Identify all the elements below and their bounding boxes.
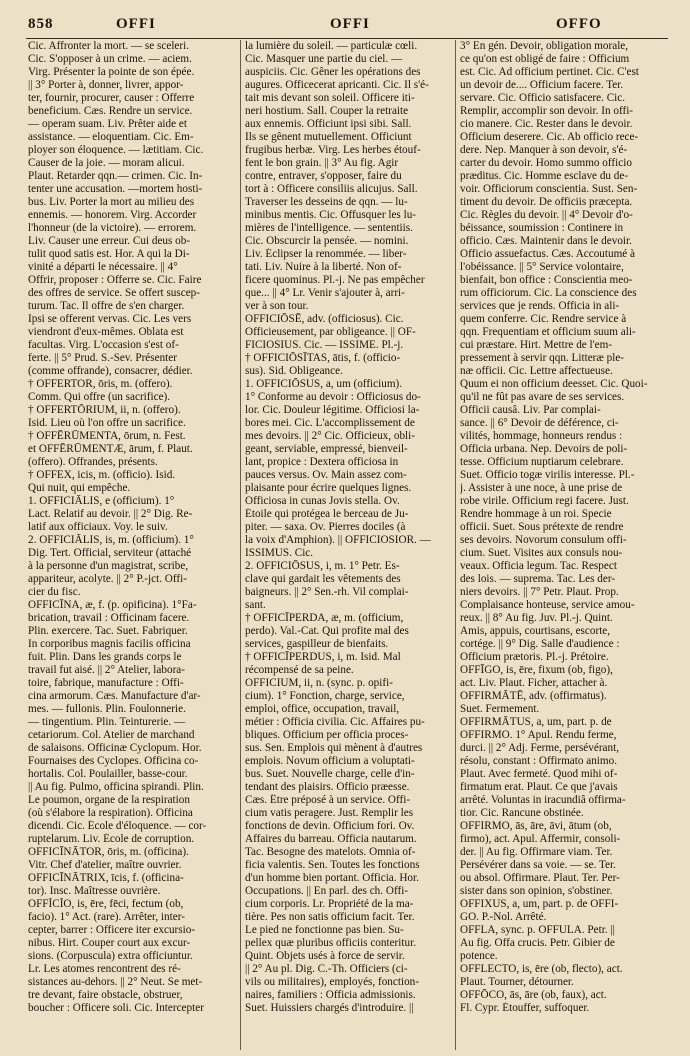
text-line: FICIOSIUS. Cic. — ISSIME. Pl.-j. bbox=[245, 339, 404, 351]
text-line: OFFLECTO, is, ēre (ob, flecto), act. bbox=[460, 963, 623, 975]
text-line: cortége. || 9° Dig. Salle d'audience : bbox=[460, 638, 620, 650]
text-line: d'un homme bien portant. Officia. Hor. bbox=[245, 872, 419, 884]
text-line: Au fig. Offa crucis. Petr. Gibier de bbox=[460, 937, 615, 949]
text-line: à la personne d'un magistrat, scribe, bbox=[28, 560, 189, 572]
right-guide-word: OFFO bbox=[556, 16, 602, 32]
text-line: OFFIRMĀTUS, a, um, part. p. de bbox=[460, 716, 612, 728]
text-line: reux. || 8° Au fig. Juv. Pl.-j. Quint. bbox=[460, 612, 613, 624]
text-line: 3° En gén. Devoir, obligation morale, bbox=[460, 40, 629, 52]
text-line: † OFFICĪPERDA, æ, m. (officium, bbox=[245, 612, 404, 624]
text-line: boucher : Officere soli. Cic. Intercepter bbox=[28, 1002, 204, 1014]
text-line: est. Cic. Ad officium pertinet. Cic. C'est bbox=[460, 66, 639, 78]
text-line: Amis, appuis, courtisans, escorte, bbox=[460, 625, 611, 637]
text-line: act. Liv. Plaut. Ficher, attacher à. bbox=[460, 677, 608, 689]
text-line: et OFFĒRŪMENTÆ, ārum, f. Plaut. bbox=[28, 443, 193, 455]
text-line: plaisante pour écrire quelques lignes. bbox=[245, 482, 412, 494]
text-line: baigneurs. || 2° Sen.-rh. Vil complai- bbox=[245, 586, 409, 598]
text-line: Fournaises des Cyclopes. Officina co- bbox=[28, 755, 199, 767]
text-line: Isid. Lieu où l'on offre un sacrifice. bbox=[28, 417, 186, 429]
text-line: Officii causâ. Liv. Par complai- bbox=[460, 404, 601, 416]
text-line: travail fut aisé. || 2° Atelier, labora- bbox=[28, 664, 185, 676]
text-line: Ipsi se offerent vervas. Cic. Les vers bbox=[28, 313, 192, 325]
text-line: OFFĪGO, is, ēre, fixum (ob, figo), bbox=[460, 664, 613, 676]
text-line: Qui nuit, qui empêche. bbox=[28, 482, 131, 494]
text-line: † OFFERTOR, ōris, m. (offero). bbox=[28, 378, 173, 390]
text-line: Quint. Objets usés à force de servir. bbox=[245, 950, 405, 962]
text-line: cepter, barrer : Officere iter excursio- bbox=[28, 924, 196, 936]
text-line: Liv. Causer une erreur. Cui deus ob- bbox=[28, 235, 191, 247]
text-line: OFFIXUS, a, um, part. p. de OFFI- bbox=[460, 898, 619, 910]
text-line: Le pied ne fonctionne pas bien. Su- bbox=[245, 924, 404, 936]
text-line: bores mei. Cic. L'accomplissement de bbox=[245, 417, 415, 429]
text-line: firmo), act. Apul. Affermir, consoli- bbox=[460, 833, 621, 845]
text-line: auspiciis. Cic. Gêner les opérations des bbox=[245, 66, 421, 78]
text-line: Ils se gênent mutuellement. Officiunt bbox=[245, 131, 412, 143]
text-line: naires, familiers : Officia admissionis. bbox=[245, 989, 416, 1001]
text-line: niers devoirs. || 7° Petr. Plaut. Prop. bbox=[460, 586, 619, 598]
text-line: OFFICĪNĀTOR, ōris, m. (officina). bbox=[28, 846, 189, 858]
text-line: præditus. Cic. Homme esclave du de- bbox=[460, 170, 629, 182]
text-line: Dig. Tert. Official, serviteur (attaché bbox=[28, 547, 192, 559]
text-line: tre devant, faire obstacle, obstruer, bbox=[28, 989, 183, 1001]
center-guide-word: OFFI bbox=[330, 16, 370, 32]
text-line: services, gaspilleur de bienfaits. bbox=[245, 638, 389, 650]
text-line: neri hostium. Sall. Couper la retraite bbox=[245, 105, 409, 117]
text-line: Affaires du barreau. Officia nautarum. bbox=[245, 833, 417, 845]
text-line: || 3° Porter à, donner, livrer, appor- bbox=[28, 79, 184, 91]
text-line: voir. Officiorum conscientia. Sust. Sen- bbox=[460, 183, 638, 195]
text-line: clave qui gardait les vêtements des bbox=[245, 573, 401, 585]
text-line: tenter une accusation. —mortem hosti- bbox=[28, 183, 203, 195]
text-line: † OFFICĪPERDUS, i, m. Isid. Mal bbox=[245, 651, 401, 663]
text-line: résolu, constant : Offirmato animo. bbox=[460, 755, 618, 767]
text-line: sance. || 6° Devoir de déférence, ci- bbox=[460, 417, 619, 429]
text-line: Cæs. Être préposé à un service. Offi- bbox=[245, 794, 411, 806]
text-line: ISSIMUS. Cic. bbox=[245, 547, 314, 559]
text-line: ruptelarum. Liv. École de corruption. bbox=[28, 833, 195, 845]
text-line: un devoir de.... Officium facere. Ter. bbox=[460, 79, 624, 91]
text-line: tendant des plaisirs. Officio præesse. bbox=[245, 781, 410, 793]
text-line: ce qu'on est obligé de faire : Officium bbox=[460, 53, 630, 65]
text-line: ployer son éloquence. — lætitiam. Cic. bbox=[28, 144, 204, 156]
text-line: Cic. Masquer une partie du ciel. — bbox=[245, 53, 403, 65]
text-line: Officiosa in cunas Jovis stella. Ov. bbox=[245, 495, 400, 507]
text-line: brication, travail : Officinam facere. bbox=[28, 612, 190, 624]
text-line: emplois. Novum officium a voluptati- bbox=[245, 755, 415, 767]
text-line: fent le bon grain. || 3° Au fig. Agir bbox=[245, 157, 399, 169]
text-line: Tac. Besogne des matelots. Omnia of- bbox=[245, 846, 416, 858]
text-line: ou absol. Offirmare. Plaut. Ter. Per- bbox=[460, 872, 620, 884]
text-line: In corporibus magnis facilis officina bbox=[28, 638, 191, 650]
text-line: Fl. Cypr. Étouffer, suffoquer. bbox=[460, 1002, 590, 1014]
text-line: tort à : Officere consiliis alicujus. Sall. bbox=[245, 183, 418, 195]
text-line: — operam suam. Liv. Prêter aide et bbox=[28, 118, 187, 130]
text-column-2 bbox=[245, 40, 455, 1050]
text-line: officii. Suet. Sous prétexte de rendre bbox=[460, 521, 624, 533]
text-line: Rendre hommage à un roi. Specie bbox=[460, 508, 612, 520]
text-line: Persévérer dans sa voie. — se. Ter. bbox=[460, 859, 616, 871]
text-line: Traverser les desseins de qqn. — lu- bbox=[245, 196, 408, 208]
text-line: dicendi. Cic. École d'éloquence. — cor- bbox=[28, 820, 207, 832]
text-line: facio). 1° Act. (rare). Arrêter, inter- bbox=[28, 911, 185, 923]
text-line: que... || 4° Lr. Venir s'ajouter à, arri- bbox=[245, 287, 405, 299]
text-line: lant, propice : Dextera officiosa in bbox=[245, 456, 399, 468]
text-line: récompensé de sa peine. bbox=[245, 664, 354, 676]
text-line: hortalis. Col. Poulailler, basse-cour. bbox=[28, 768, 188, 780]
text-line: OFFICIUM, ii, n. (sync. p. opifi- bbox=[245, 677, 393, 689]
text-column-1 bbox=[28, 40, 238, 1050]
text-line: contre, entraver, s'opposer, faire du bbox=[245, 170, 402, 182]
text-line: Plaut. Avec fermeté. Quod mihi of- bbox=[460, 768, 618, 780]
text-line: Complaisance honteuse, service amou- bbox=[460, 599, 635, 611]
text-line: de salaisons. Officinæ Cyclopum. Hor. bbox=[28, 742, 202, 754]
text-line: Suet. Huissiers chargés d'introduire. || bbox=[245, 1002, 414, 1014]
text-line: tière. Pes non satis officium facit. Ter. bbox=[245, 911, 415, 923]
text-line: firmatum erat. Plaut. Ce que j'avais bbox=[460, 781, 618, 793]
text-line: j. Assister à une noce, à une prise de bbox=[460, 482, 623, 494]
text-line: Offrir, proposer : Offerre se. Cic. Faire bbox=[28, 274, 202, 286]
text-line: officio. Cæs. Maintenir dans le devoir. bbox=[460, 235, 632, 247]
text-line: (comme offrande), consacrer, dédier. bbox=[28, 365, 193, 377]
text-line: cium corporis. Lr. Propriété de la ma- bbox=[245, 898, 414, 910]
text-line: Officio assuefactus. Cæs. Accoutumé à bbox=[460, 248, 636, 260]
text-line: durci. || 2° Adj. Ferme, persévérant, bbox=[460, 742, 620, 754]
text-line: sus. Sen. Emplois qui mènent à d'autres bbox=[245, 742, 423, 754]
text-line: † OFFEX, icis, m. (officio). Isid. bbox=[28, 469, 176, 481]
text-line: vils ou militaires), employés, fonction- bbox=[245, 976, 419, 988]
text-line: Plaut. Tourner, détourner. bbox=[460, 976, 574, 988]
text-line: OFFĬCĬO, is, ēre, fēci, fectum (ob, bbox=[28, 898, 184, 910]
text-line: cio manere. Cic. Rester dans le devoir. bbox=[460, 118, 633, 130]
text-line: sions. (Corpuscula) extra officiuntur. bbox=[28, 950, 193, 962]
text-line: ficere quominus. Pl.-j. Ne pas empêcher bbox=[245, 274, 425, 286]
text-line: — tingentium. Plin. Teinturerie. — bbox=[28, 716, 186, 728]
text-line: Quum ei non officium deesset. Cic. Quoi- bbox=[460, 378, 648, 390]
text-line: robe virile. Officium regi facere. Just. bbox=[460, 495, 629, 507]
text-line: ter, fournir, procurer, causer : Offerre bbox=[28, 92, 195, 104]
text-line: béissance, soumission : Continere in bbox=[460, 222, 624, 234]
text-line: services que je rends. Officia in ali- bbox=[460, 300, 620, 312]
text-line: cier du fisc. bbox=[28, 586, 81, 598]
text-line: arrêté. Voluntas in iracundiâ offirma- bbox=[460, 794, 626, 806]
text-line: OFFICĪNĀTRIX, īcis, f. (officina- bbox=[28, 872, 184, 884]
text-line: assistance. — eloquentiam. Cic. Em- bbox=[28, 131, 194, 143]
text-line: Lr. Les atomes rencontrent des ré- bbox=[28, 963, 181, 975]
text-line: Causer de la joie. — moram alicui. bbox=[28, 157, 185, 169]
text-line: la voix d'Amphion). || OFFICIOSIOR. — bbox=[245, 534, 431, 546]
text-line: OFFICIŌSĒ, adv. (officiosus). Cic. bbox=[245, 313, 404, 325]
text-line: bliques. Officium per officia proces- bbox=[245, 729, 409, 741]
text-line: métier : Officia civilia. Cic. Affaires pu- bbox=[245, 716, 425, 728]
page-number: 858 bbox=[28, 16, 54, 32]
text-line: † OFFERTŌRIUM, ii, n. (offero). bbox=[28, 404, 181, 416]
text-line: fuit. Plin. Dans les grands corps le bbox=[28, 651, 182, 663]
text-line: tulit quod satis est. Hor. A qui la Di- bbox=[28, 248, 190, 260]
text-line: sistances au-dehors. || 2° Neut. Se met- bbox=[28, 976, 203, 988]
text-line: || Au fig. Pulmo, officina spirandi. Plin. bbox=[28, 781, 204, 793]
text-line: sister dans son opinion, s'obstiner. bbox=[460, 885, 613, 897]
text-line: Cic. S'opposer à un crime. — aciem. bbox=[28, 53, 192, 65]
text-line: der. || Au fig. Offirmare viam. Ter. bbox=[460, 846, 613, 858]
text-line: Cic. Obscurcir la pensée. — nomini. bbox=[245, 235, 409, 247]
text-line: sant. bbox=[245, 599, 266, 611]
text-line: timent du devoir. De officiis præcepta. bbox=[460, 196, 633, 208]
text-line: Virg. Présenter la pointe de son épée. bbox=[28, 66, 195, 78]
text-line: carter du devoir. Homo summo officio bbox=[460, 157, 632, 169]
text-line: 1. OFFICIĀLIS, e (officium). 1° bbox=[28, 495, 175, 507]
text-line: des lois. — suprema. Tac. Les der- bbox=[460, 573, 616, 585]
text-line: Suet. Fermement. bbox=[460, 703, 540, 715]
text-line: cium. Suet. Visites aux consuls nou- bbox=[460, 547, 623, 559]
text-line: ses devoirs. Novorum consulum offi- bbox=[460, 534, 627, 546]
text-line: nibus. Hirt. Couper court aux excur- bbox=[28, 937, 191, 949]
text-line: vilités, hommage, honneurs rendus : bbox=[460, 430, 623, 442]
text-line: ver à son tour. bbox=[245, 300, 309, 312]
text-line: tesse. Officium nuptiarum celebrare. bbox=[460, 456, 624, 468]
text-line: Officieusement, par obligeance. || OF- bbox=[245, 326, 416, 338]
text-line: perdo). Val.-Cat. Qui profite mal des bbox=[245, 625, 409, 637]
text-line: Comm. Qui offre (un sacrifice). bbox=[28, 391, 171, 403]
text-line: minibus mentis. Cic. Offusquer les lu- bbox=[245, 209, 417, 221]
text-line: OFFLA, sync. p. OFFULA. Petr. || bbox=[460, 924, 615, 936]
text-line: latif aux officiaux. Voy. le suiv. bbox=[28, 521, 168, 533]
column-divider bbox=[455, 40, 456, 1050]
text-line: || 2° Au pl. Dig. C.-Th. Officiers (ci- bbox=[245, 963, 408, 975]
text-line: pellex quæ pluribus officiis conteritur. bbox=[245, 937, 416, 949]
text-line: mes. — fullonis. Plin. Foulonnerie. bbox=[28, 703, 186, 715]
text-line: Liv. Éclipser la renommée. — liber- bbox=[245, 248, 407, 260]
text-line: † OFFĒRŪMENTA, ōrum, n. Fest. bbox=[28, 430, 186, 442]
text-line: 1° Conforme au devoir : Officiosus do- bbox=[245, 391, 421, 403]
text-line: appariteur, acolyte. || 2° P.-jct. Offi- bbox=[28, 573, 187, 585]
text-line: veaux. Officia legum. Tac. Respect bbox=[460, 560, 617, 572]
text-line: bienfait, bon office : Conscientia meo- bbox=[460, 274, 633, 286]
text-line: ferte. || 5° Prud. S.-Sev. Présenter bbox=[28, 352, 177, 364]
text-line: Plaut. Retarder qqn.— crimen. Cic. In- bbox=[28, 170, 203, 182]
text-line: qqn. Frequentiam et officium suum ali- bbox=[460, 326, 636, 338]
text-line: vinité a départi le nécessaire. || 4° bbox=[28, 261, 178, 273]
page-header bbox=[28, 14, 664, 38]
text-line: lor. Cic. Douleur légitime. Officiosi la- bbox=[245, 404, 420, 416]
text-line: mières de l'intelligence. — sententiis. bbox=[245, 222, 413, 234]
text-line: ficia valentis. Sen. Toutes les fonctions bbox=[245, 859, 420, 871]
text-line: geant, serviable, empressé, bienveil- bbox=[245, 443, 408, 455]
text-line: cina armorum. Cæs. Manufacture d'ar- bbox=[28, 690, 201, 702]
text-line: l'honneur (de la victoire). — errorem. bbox=[28, 222, 197, 234]
text-line: piter. — saxa. Ov. Pierres dociles (à bbox=[245, 521, 406, 533]
text-line: næ officii. Cic. Lettre affectueuse. bbox=[460, 365, 613, 377]
text-line: l'obéissance. || 5° Service volontaire, bbox=[460, 261, 624, 273]
text-line: 2. OFFICIĀLIS, is, m. (officium). 1° bbox=[28, 534, 194, 546]
text-column-3 bbox=[460, 40, 672, 1050]
text-line: cium). 1° Fonction, charge, service, bbox=[245, 690, 405, 702]
text-line: † OFFICIŌSĪTAS, ātis, f. (officio- bbox=[245, 352, 401, 364]
text-line: augures. Officecerat apricanti. Cic. Il s'é- bbox=[245, 79, 429, 91]
text-line: OFFICĪNA, æ, f. (p. opificina). 1°Fa- bbox=[28, 599, 197, 611]
text-line: bus. Suet. Nouvelle charge, celle d'in- bbox=[245, 768, 415, 780]
text-line: viendront d'eux-mêmes. Oblata est bbox=[28, 326, 184, 338]
text-line: Remplir, accomplir son devoir. In offi- bbox=[460, 105, 634, 117]
text-line: aux ennemis. Officiunt ipsi sibi. Sall. bbox=[245, 118, 412, 130]
text-line: OFFIRMĀTĒ, adv. (offirmatus). bbox=[460, 690, 607, 702]
text-line: qu'il ne fût pas avare de ses services. bbox=[460, 391, 625, 403]
text-line: 1. OFFICIŌSUS, a, um (officium). bbox=[245, 378, 403, 390]
text-line: beneficium. Cæs. Rendre un service. bbox=[28, 105, 193, 117]
text-line: pauces versus. Ov. Main assez com- bbox=[245, 469, 407, 481]
text-line: tait mis devant son soleil. Officere iti- bbox=[245, 92, 415, 104]
text-line: Officium deserere. Cic. Ab officio rece- bbox=[460, 131, 639, 143]
left-guide-word: OFFI bbox=[116, 16, 156, 32]
text-line: 2. OFFICIŌSUS, i, m. 1° Petr. Es- bbox=[245, 560, 400, 572]
text-line: (où s'élabore la respiration). Officina bbox=[28, 807, 193, 819]
text-line: Occupations. || En parl. des ch. Offi- bbox=[245, 885, 409, 897]
text-line: cui præstare. Hirt. Mettre de l'em- bbox=[460, 339, 613, 351]
text-line: cetariorum. Col. Atelier de marchand bbox=[28, 729, 195, 741]
header-rule bbox=[26, 38, 668, 39]
text-line: Lact. Relatif au devoir. || 2° Dig. Re- bbox=[28, 508, 193, 520]
text-line: OFFIRMO, ās, āre, āvi, ātum (ob, bbox=[460, 820, 612, 832]
text-line: OFFŌCO, ās, āre (ob, faux), act. bbox=[460, 989, 607, 1001]
text-line: OFFIRMO. 1° Apul. Rendu ferme, bbox=[460, 729, 617, 741]
text-line: rum officiorum. Cic. La conscience des bbox=[460, 287, 637, 299]
text-line: Suet. Officio togæ virilis interesse. Pl.- bbox=[460, 469, 635, 481]
text-line: potence. bbox=[460, 950, 498, 962]
text-line: GO. P.-Nol. Arrêté. bbox=[460, 911, 547, 923]
text-line: pressement à servir qqn. Litteræ ple- bbox=[460, 352, 625, 364]
text-line: Vitr. Chef d'atelier, maître ouvrier. bbox=[28, 859, 182, 871]
text-line: Cic. Affronter la mort. — se sceleri. bbox=[28, 40, 190, 52]
text-line: ennemis. — honorem. Virg. Accorder bbox=[28, 209, 197, 221]
text-line: fonctions de devin. Officium fori. Ov. bbox=[245, 820, 415, 832]
text-line: bus. Liv. Porter la mort au milieu des bbox=[28, 196, 195, 208]
text-line: tati. Liv. Nuire à la liberté. Non of- bbox=[245, 261, 402, 273]
text-line: mes devoirs. || 2° Cic. Officieux, obli- bbox=[245, 430, 416, 442]
text-line: Officium prætoris. Pl.-j. Prétoire. bbox=[460, 651, 609, 663]
text-line: servare. Cic. Officio satisfacere. Cic. bbox=[460, 92, 626, 104]
column-divider bbox=[240, 40, 241, 1050]
text-line: frugibus herbæ. Virg. Les herbes étouf- bbox=[245, 144, 421, 156]
text-line: des offres de service. Se offert suscep- bbox=[28, 287, 200, 299]
text-line: tor). Insc. Maîtresse ouvrière. bbox=[28, 885, 161, 897]
text-line: Étoile qui protégea le berceau de Ju- bbox=[245, 508, 409, 520]
text-line: (offero). Offrandes, présents. bbox=[28, 456, 158, 468]
text-line: turum. Tac. Il offre de s'en charger. bbox=[28, 300, 185, 312]
text-line: cium vatis peragere. Just. Remplir les bbox=[245, 807, 414, 819]
text-line: dere. Nep. Manquer à son devoir, s'é- bbox=[460, 144, 628, 156]
text-line: facultas. Virg. L'occasion s'est of- bbox=[28, 339, 179, 351]
text-line: Plin. exercere. Tac. Suet. Fabriquer. bbox=[28, 625, 188, 637]
text-line: Officia urbana. Nep. Devoirs de poli- bbox=[460, 443, 628, 455]
text-line: toire, fabrique, manufacture : Offi- bbox=[28, 677, 184, 689]
text-line: tior. Cic. Rancune obstinée. bbox=[460, 807, 584, 819]
text-line: emploi, office, occupation, travail, bbox=[245, 703, 400, 715]
text-line: quem conferre. Cic. Rendre service à bbox=[460, 313, 627, 325]
text-line: Le poumon, organe de la respiration bbox=[28, 794, 190, 806]
text-line: sus). Sid. Obligeance. bbox=[245, 365, 343, 377]
text-line: Cic. Règles du devoir. || 4° Devoir d'o- bbox=[460, 209, 633, 221]
text-line: la lumière du soleil. — particulæ cœli. bbox=[245, 40, 418, 52]
